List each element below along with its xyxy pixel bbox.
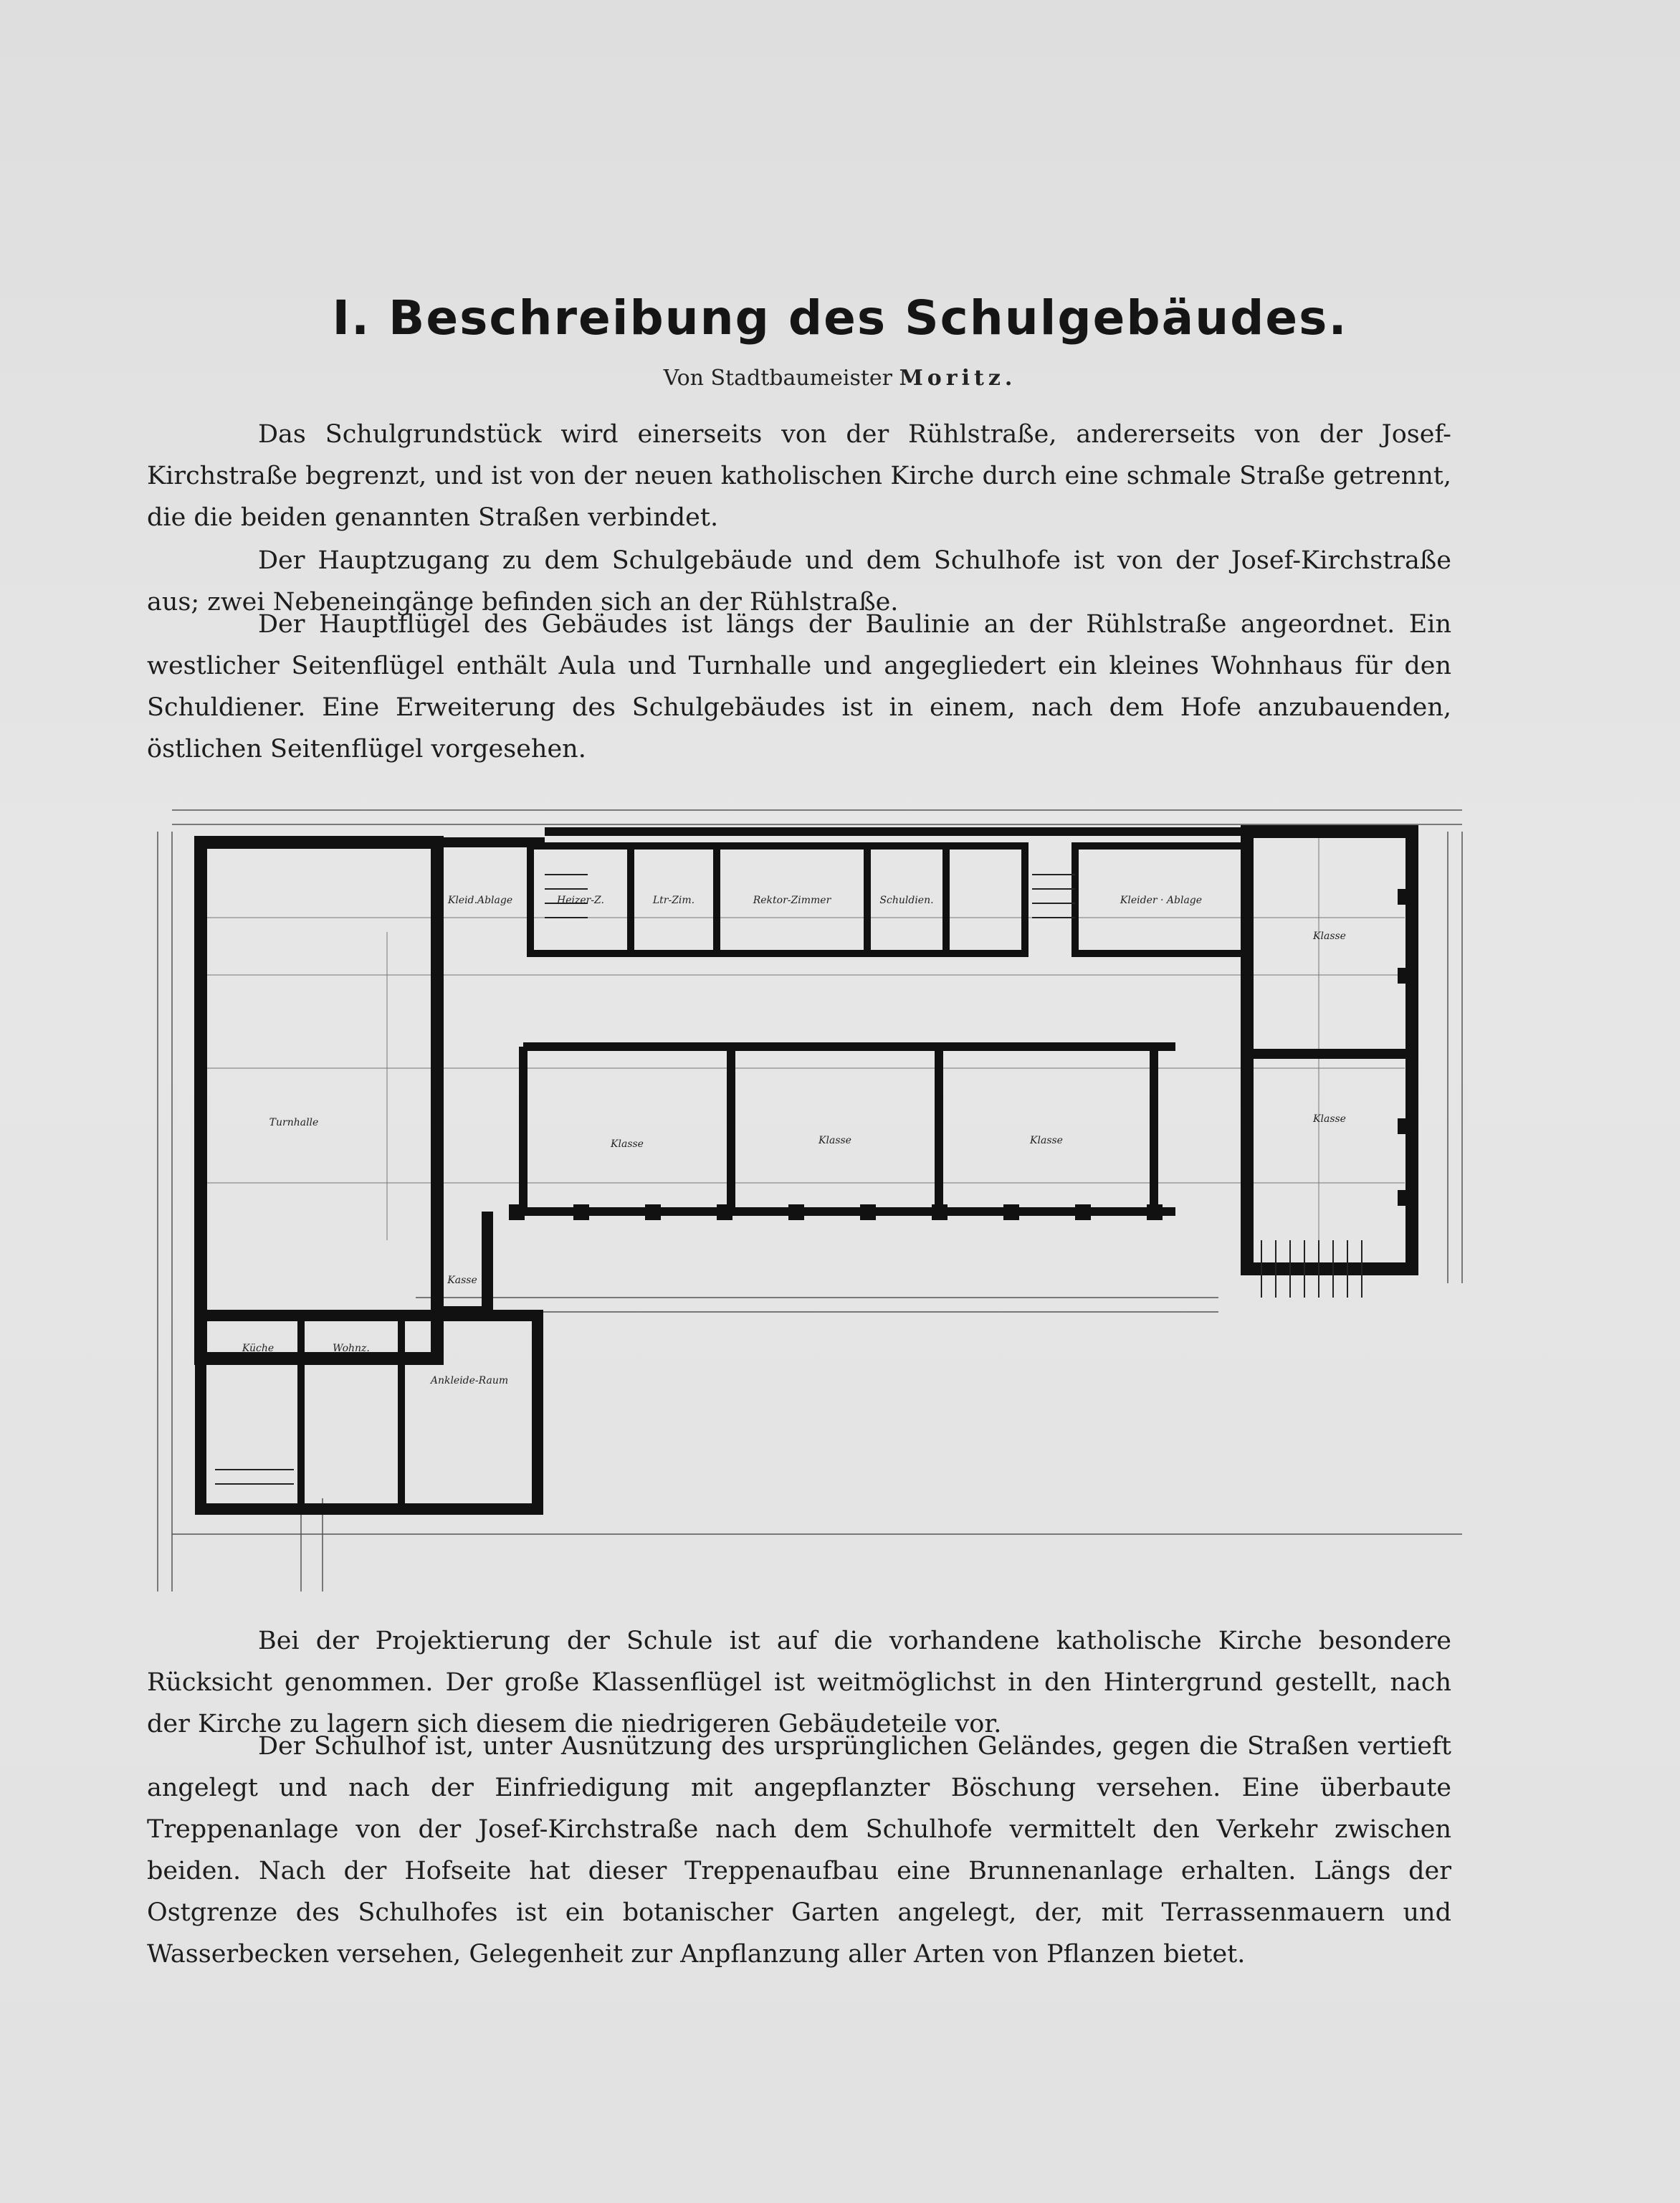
room-label-rektor: Rektor-Zimmer bbox=[753, 895, 831, 906]
room-label-kueche: Küche bbox=[242, 1343, 275, 1354]
room-label-klasse-3: Klasse bbox=[1030, 1135, 1063, 1146]
room-label-ankleide: Ankleide-Raum bbox=[430, 1375, 509, 1386]
paragraph-4: Bei der Projektierung der Schule ist auf die vorhandene katholische Kirche besondere Rücksicht genommen. Der große Klassenflügel ist weitmöglichst in den Hintergrund gestellt, nach der Kirche zu lagern sich diesem die niedrigeren Gebäudeteile vor. bbox=[147, 1627, 1451, 1738]
room-label-schuldiener: Schuldien. bbox=[879, 895, 934, 906]
room-label-kleid-ablage: Kleid.Ablage bbox=[447, 895, 513, 906]
room-label-klasse-e: Klasse bbox=[1313, 1113, 1346, 1125]
paragraph-2: Der Hauptzugang zu dem Schulgebäude und dem Schulhofe ist von der Josef-Kirchstraße aus; zwei Nebeneingänge befinden sich an der Rühlstraße. bbox=[147, 546, 1451, 617]
author-name: Moritz. bbox=[899, 366, 1017, 391]
paragraph-3: Der Hauptflügel des Gebäudes ist längs der Baulinie an der Rühlstraße angeordnet. Ein westlicher Seitenflügel enthält Aula und Turnhalle und angegliedert ein kleines Wohnhaus für den Schuldiener. Eine Erweiterung des Schulgebäudes ist in einem, nach dem Hofe anzubauenden, östlichen Seitenflügel vorgesehen. bbox=[147, 610, 1451, 763]
room-label-klasse-ne: Klasse bbox=[1313, 931, 1346, 942]
paragraph-5: Der Schulhof ist, unter Ausnützung des ursprünglichen Geländes, gegen die Straßen vertieft angelegt und nach der Einfriedigung mit angepflanzter Böschung versehen. Eine überbaute Treppenanlage von der Josef-Kirchstraße nach dem Schulhofe vermittelt den Verkehr zwischen beiden. Nach der Hofseite hat dieser Treppenaufbau eine Brunnenanlage erhalten. Längs der Ostgrenze des Schulhofes ist ein botanischer Garten angelegt, der, mit Terrassenmauern und Wasserbecken versehen, Gelegenheit zur Anpflanzung aller Arten von Pflanzen bietet. bbox=[147, 1732, 1451, 1969]
room-label-lehrer: Ltr-Zim. bbox=[652, 895, 695, 906]
floor-plan bbox=[143, 781, 1476, 1591]
room-label-turnhalle: Turnhalle bbox=[269, 1117, 319, 1128]
author-line bbox=[0, 366, 1680, 391]
page-title: I. Beschreibung des Schulgebäudes. bbox=[332, 290, 1348, 346]
room-label-wohnz: Wohnz. bbox=[333, 1343, 370, 1354]
author-prefix: Von Stadtbaumeister bbox=[663, 366, 893, 391]
room-label-kasse: Kasse bbox=[447, 1275, 477, 1286]
room-label-heizer: Heizer-Z. bbox=[557, 895, 604, 906]
room-label-klasse-1: Klasse bbox=[611, 1138, 644, 1150]
room-label-klasse-2: Klasse bbox=[818, 1135, 851, 1146]
dimension-lines bbox=[158, 810, 1462, 1591]
walls bbox=[201, 832, 1412, 1509]
paragraph-1: Das Schulgrundstück wird einerseits von der Rühlstraße, andererseits von der Josef-Kirchstraße begrenzt, und ist von der neuen katholischen Kirche durch eine schmale Straße getrennt, die die beiden genannten Straßen verbindet. bbox=[147, 420, 1451, 532]
room-label-kleider-ablage: Kleider · Ablage bbox=[1120, 895, 1203, 906]
